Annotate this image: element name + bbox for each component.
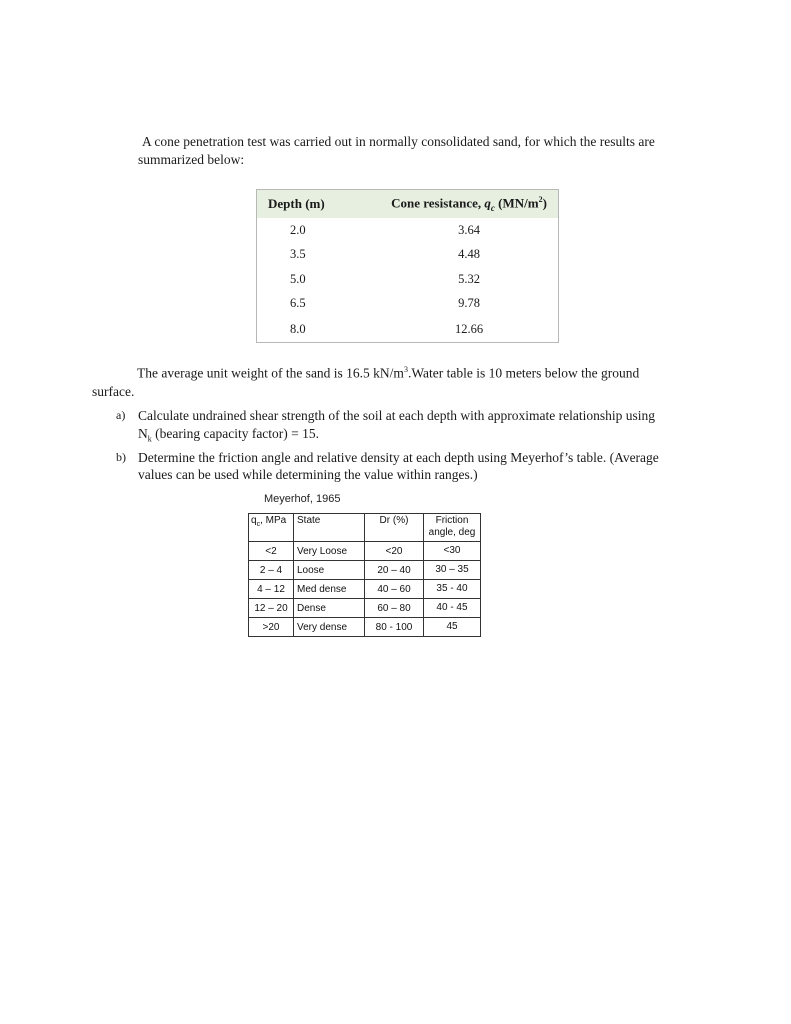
cone-resistance-header-prefix: Cone resistance, [391,195,485,211]
table-row [249,599,481,618]
unit-weight-line [92,361,702,383]
table-row [257,218,559,243]
cone-resistance-header [380,190,559,219]
question-a-line-1: Calculate undrained shear strength of the soil at each depth with approximate relationship using [138,408,655,423]
intro-line-1: A cone penetration test was carried out in normally consolidated sand, for which the results are [142,134,655,149]
state-cell: Loose [294,561,365,580]
table-row [249,580,481,599]
qc-cell: 3.64 [458,222,480,237]
qc-range-cell: <2 [249,542,294,561]
cone-resistance-close: ) [542,195,547,211]
table-row [257,267,559,292]
table-row [257,316,559,343]
dr-header: Dr (%) [365,514,424,542]
depth-cell: 2.0 [290,222,306,237]
depth-cell: 5.0 [290,271,306,286]
question-label: a) [116,408,126,422]
list-item [92,449,702,484]
cpt-header-row [257,190,559,219]
dr-cell: 20 – 40 [365,561,424,580]
friction-angle-header [424,514,481,542]
unit-weight-text: The average unit weight of the sand is 16.5 kN/m [137,365,404,381]
state-cell: Very Loose [294,542,365,561]
qc-mpa-header [249,514,294,542]
table-row [257,292,559,317]
depth-cell: 6.5 [290,296,306,311]
friction-cell: 40 - 45 [424,599,481,618]
question-a-line-2 [138,425,702,448]
qc-cell: 4.48 [458,247,480,262]
dr-cell: 80 - 100 [365,618,424,637]
friction-cell: 30 – 35 [424,561,481,580]
nk-description: (bearing capacity factor) = 15. [151,425,320,441]
meyerhof-table [248,513,481,637]
state-cell: Dense [294,599,365,618]
dr-cell: 60 – 80 [365,599,424,618]
qc-subscript: c [490,202,495,213]
qc-cell: 9.78 [458,296,480,311]
state-header: State [294,514,365,542]
depth-cell: 3.5 [290,247,306,262]
qc-cell: 5.32 [458,271,480,286]
list-item [92,407,702,448]
depth-header: Depth (m) [257,190,381,219]
qc-range-cell: >20 [249,618,294,637]
meyerhof-caption: Meyerhof, 1965 [264,493,341,505]
water-table-text: .Water table is 10 meters below the ground [407,365,640,381]
table-row [249,561,481,580]
cone-resistance-unit: (MN/m [494,195,539,211]
meyerhof-header-row [249,514,481,542]
dr-cell: 40 – 60 [365,580,424,599]
nk-symbol: N [138,425,148,441]
table-row [249,618,481,637]
depth-cell: 8.0 [290,321,306,336]
nk-subscript: k [147,434,152,444]
qc-mpa-symbol: q [251,515,257,526]
intro-line-2: summarized below: [138,152,245,167]
table-row [249,542,481,561]
friction-cell: <30 [424,542,481,561]
state-cell: Med dense [294,580,365,599]
friction-cell: 35 - 40 [424,580,481,599]
unit-weight-paragraph [92,361,702,401]
question-b-line-2: values can be used while determining the value within ranges.) [138,467,478,483]
question-b-line-1: Determine the friction angle and relative density at each depth using Meyerhof’s table. (Average [138,449,659,465]
friction-header-line-2: angle, deg [428,527,476,538]
qc-mpa-unit: , MPa [260,515,287,526]
qc-cell: 12.66 [454,321,484,336]
qc-symbol: q [484,195,491,211]
qc-mpa-subscript: c [256,521,261,528]
unit-weight-superscript: 3 [403,365,408,374]
friction-cell: 45 [424,618,481,637]
intro-paragraph [138,133,698,169]
qc-range-cell: 2 – 4 [249,561,294,580]
question-list [92,407,702,485]
unit-superscript: 2 [538,195,543,205]
dr-cell: <20 [365,542,424,561]
state-cell: Very dense [294,618,365,637]
question-label: b) [116,449,126,464]
qc-range-cell: 4 – 12 [249,580,294,599]
qc-range-cell: 12 – 20 [249,599,294,618]
friction-header-line-1: Friction [435,515,469,526]
table-row [257,243,559,268]
cone-penetration-table [256,189,559,343]
surface-line: surface. [92,383,135,399]
